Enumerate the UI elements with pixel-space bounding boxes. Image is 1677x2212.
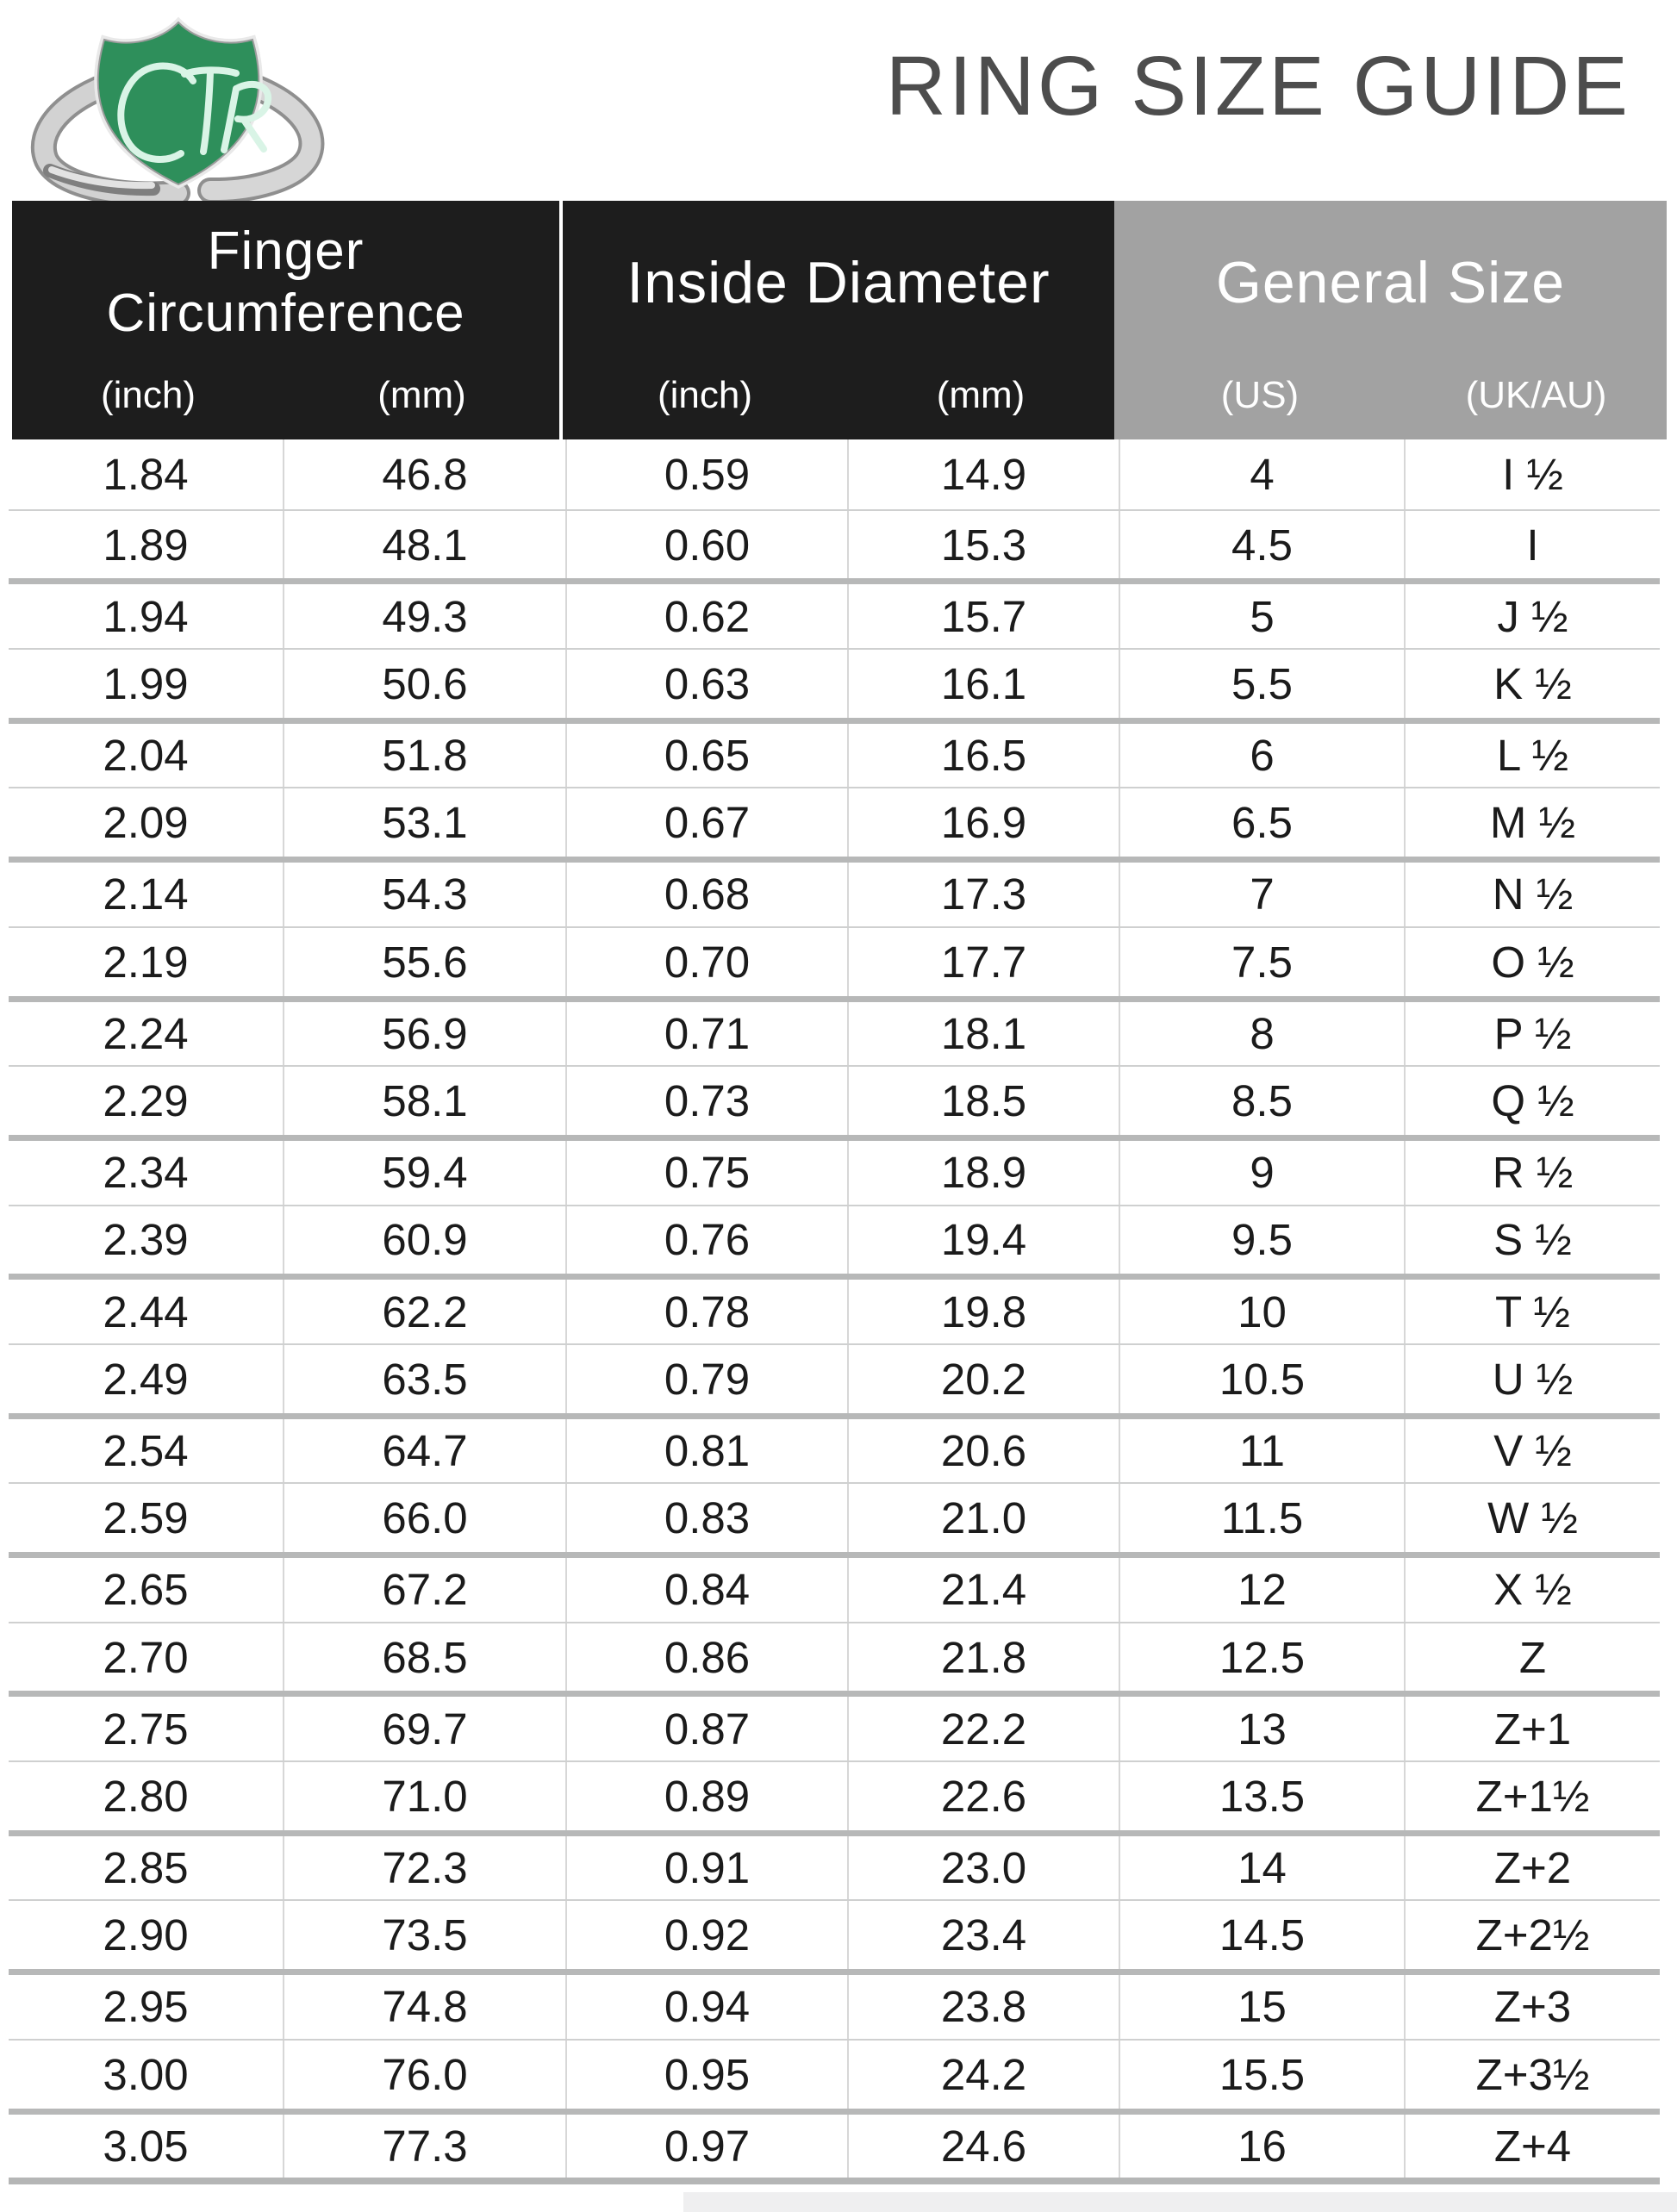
table-cell: 2.70 <box>9 1623 284 1692</box>
table-cell: 0.79 <box>567 1345 849 1413</box>
table-cell: 0.86 <box>567 1623 849 1692</box>
table-cell: 2.80 <box>9 1762 284 1830</box>
table-cell: M ½ <box>1489 798 1576 848</box>
table-cell: 2.29 <box>9 1067 284 1135</box>
table-cell: 15.3 <box>849 511 1120 579</box>
table-cell: 0.92 <box>567 1901 849 1969</box>
table-cell: 2.85 <box>9 1836 284 1900</box>
table-cell: Z+2 <box>1493 1843 1572 1893</box>
table-cell: 14.9 <box>849 439 1120 509</box>
header-line-general-size: General Size <box>1215 249 1566 315</box>
table-cell: 0.70 <box>567 928 849 996</box>
table-cell: 0.89 <box>567 1762 849 1830</box>
table-cell: R ½ <box>1492 1148 1574 1198</box>
table-cell: 20.2 <box>849 1345 1120 1413</box>
table-cell: 1.84 <box>9 439 284 509</box>
table-cell: 16.9 <box>849 788 1120 857</box>
table-cell: Z+3 <box>1493 1982 1572 2032</box>
table-row <box>9 1205 1660 1274</box>
table-cell: Q ½ <box>1491 1076 1574 1126</box>
table-cell: 0.91 <box>567 1836 849 1900</box>
table-cell: 2.34 <box>9 1141 284 1205</box>
table-body <box>9 439 1660 2184</box>
table-cell: J ½ <box>1497 591 1568 641</box>
table-row <box>9 1552 1660 1622</box>
table-row <box>9 1760 1660 1830</box>
table-cell: Z+3½ <box>1475 2049 1590 2099</box>
table-row <box>9 1413 1660 1483</box>
table-cell: 0.95 <box>567 2041 849 2109</box>
table-cell: 11.5 <box>1120 1484 1406 1552</box>
table-cell: P ½ <box>1493 1008 1572 1058</box>
table-cell: 13.5 <box>1120 1762 1406 1830</box>
table-cell: 2.54 <box>9 1419 284 1483</box>
table-cell: 9.5 <box>1120 1206 1406 1274</box>
table-cell: 2.24 <box>9 1002 284 1066</box>
table-cell: 2.19 <box>9 928 284 996</box>
table-cell: 12.5 <box>1120 1623 1406 1692</box>
table-cell: 0.97 <box>567 2115 849 2178</box>
table-cell: 60.9 <box>284 1206 567 1274</box>
table-cell: 3.05 <box>9 2115 284 2178</box>
header-units-general <box>1114 364 1667 439</box>
table-cell: 16.1 <box>849 650 1120 718</box>
table-cell: 23.0 <box>849 1836 1120 1900</box>
table-cell: 0.75 <box>567 1141 849 1205</box>
table-cell: 67.2 <box>284 1558 567 1622</box>
table-cell: 19.8 <box>849 1280 1120 1343</box>
table-cell: 24.2 <box>849 2041 1120 2109</box>
table-cell: 0.60 <box>567 511 849 579</box>
table-cell: 6 <box>1120 724 1406 788</box>
table-row <box>9 509 1660 579</box>
table-row <box>9 2109 1660 2178</box>
table-row <box>9 1622 1660 1692</box>
table-cell: Z+1 <box>1493 1704 1572 1754</box>
table-row <box>9 1343 1660 1413</box>
table-cell: 0.59 <box>567 439 849 509</box>
table-cell: 0.73 <box>567 1067 849 1135</box>
table-cell: 1.99 <box>9 650 284 718</box>
table-cell: 2.44 <box>9 1280 284 1343</box>
table-cell: 20.6 <box>849 1419 1120 1483</box>
header-general-size <box>1114 201 1667 439</box>
table-cell: 0.78 <box>567 1280 849 1343</box>
table-cell: 15.5 <box>1120 2041 1406 2109</box>
table-cell: 16.5 <box>849 724 1120 788</box>
table-cell: 18.1 <box>849 1002 1120 1066</box>
table-cell: 48.1 <box>284 511 567 579</box>
table-cell: 68.5 <box>284 1623 567 1692</box>
table-cell: 64.7 <box>284 1419 567 1483</box>
unit-label-mm: (mm) <box>936 374 1026 416</box>
table-cell: 5 <box>1120 584 1406 648</box>
table-cell: 21.4 <box>849 1558 1120 1622</box>
table-cell: Z <box>1518 1632 1547 1682</box>
table-cell: 8.5 <box>1120 1067 1406 1135</box>
table-cell: 0.83 <box>567 1484 849 1552</box>
table-cell: 2.04 <box>9 724 284 788</box>
table-row <box>9 1830 1660 1900</box>
table-row <box>9 718 1660 788</box>
table-cell: 51.8 <box>284 724 567 788</box>
table-cell: 49.3 <box>284 584 567 648</box>
table-cell: W ½ <box>1487 1493 1578 1543</box>
table-row <box>9 439 1660 509</box>
unit-label-us: (US) <box>1220 374 1300 416</box>
table-cell: 0.71 <box>567 1002 849 1066</box>
table-cell: 69.7 <box>284 1697 567 1760</box>
table-cell: 1.89 <box>9 511 284 579</box>
table-cell: 1.94 <box>9 584 284 648</box>
table-cell: 3.00 <box>9 2041 284 2109</box>
table-cell: 77.3 <box>284 2115 567 2178</box>
table-cell: 72.3 <box>284 1836 567 1900</box>
table-cell: 2.39 <box>9 1206 284 1274</box>
table-cell: 58.1 <box>284 1067 567 1135</box>
table-cell: 11 <box>1120 1419 1406 1483</box>
table-cell: S ½ <box>1493 1215 1572 1265</box>
table-cell: 24.6 <box>849 2115 1120 2178</box>
table-cell: 2.65 <box>9 1558 284 1622</box>
table-cell: 62.2 <box>284 1280 567 1343</box>
table-cell: 46.8 <box>284 439 567 509</box>
table-cell: 0.65 <box>567 724 849 788</box>
table-row <box>9 996 1660 1066</box>
table-cell: 71.0 <box>284 1762 567 1830</box>
table-cell: 0.76 <box>567 1206 849 1274</box>
table-row <box>9 926 1660 996</box>
page-title: RING SIZE GUIDE <box>885 39 1630 133</box>
table-cell: 21.0 <box>849 1484 1120 1552</box>
table-cell: 4 <box>1120 439 1406 509</box>
header-inside-diameter-label <box>563 201 1114 364</box>
unit-label-inch: (inch) <box>657 374 753 416</box>
table-cell: K ½ <box>1493 658 1572 708</box>
table-cell: N ½ <box>1492 869 1574 919</box>
table-cell: 0.68 <box>567 863 849 926</box>
unit-label-inch: (inch) <box>100 374 196 416</box>
table-cell: V ½ <box>1493 1425 1572 1475</box>
table-cell: 0.81 <box>567 1419 849 1483</box>
table-cell: 21.8 <box>849 1623 1120 1692</box>
table-cell: I ½ <box>1502 449 1563 499</box>
table-cell: 0.67 <box>567 788 849 857</box>
table-cell: I <box>1526 520 1539 570</box>
table-cell: 0.94 <box>567 1975 849 2039</box>
table-cell: 50.6 <box>284 650 567 718</box>
table-cell: 66.0 <box>284 1484 567 1552</box>
table-cell: 0.84 <box>567 1558 849 1622</box>
table-cell: 59.4 <box>284 1141 567 1205</box>
table-cell: 0.62 <box>567 584 849 648</box>
header-line-circumference: Circumference <box>106 283 465 343</box>
header-inside-diameter <box>563 201 1114 439</box>
table-cell: 17.7 <box>849 928 1120 996</box>
table-row <box>9 787 1660 857</box>
table-cell: 54.3 <box>284 863 567 926</box>
ctr-ring-logo <box>24 2 327 202</box>
table-cell: 56.9 <box>284 1002 567 1066</box>
table-cell: 17.3 <box>849 863 1120 926</box>
header-units-inside <box>563 364 1114 439</box>
table-cell: T ½ <box>1495 1287 1570 1337</box>
table-cell: 7 <box>1120 863 1406 926</box>
table-cell: 14 <box>1120 1836 1406 1900</box>
table-cell: 6.5 <box>1120 788 1406 857</box>
table-cell: 2.95 <box>9 1975 284 2039</box>
unit-label-mm: (mm) <box>377 374 466 416</box>
table-cell: 5.5 <box>1120 650 1406 718</box>
table-cell: 10 <box>1120 1280 1406 1343</box>
header-units-finger <box>12 364 559 439</box>
table-cell: 4.5 <box>1120 511 1406 579</box>
table-cell: 7.5 <box>1120 928 1406 996</box>
table-row <box>9 1135 1660 1205</box>
table-cell: 74.8 <box>284 1975 567 2039</box>
header-line-inside-diameter: Inside Diameter <box>627 249 1050 315</box>
table-cell: Z+1½ <box>1475 1771 1590 1821</box>
table-row <box>9 648 1660 718</box>
ctr-shield <box>98 22 269 184</box>
table-row <box>9 1969 1660 2039</box>
table-cell: 22.6 <box>849 1762 1120 1830</box>
table-cell: 12 <box>1120 1558 1406 1622</box>
table-row <box>9 578 1660 648</box>
table-cell: 2.09 <box>9 788 284 857</box>
table-cell: 9 <box>1120 1141 1406 1205</box>
table-row <box>9 1899 1660 1969</box>
table-cell: 18.5 <box>849 1067 1120 1135</box>
table-row <box>9 1065 1660 1135</box>
table-cell: Z+2½ <box>1475 1910 1590 1960</box>
table-cell: 55.6 <box>284 928 567 996</box>
table-cell: 15.7 <box>849 584 1120 648</box>
table-cell: 22.2 <box>849 1697 1120 1760</box>
header-finger-circumference <box>12 201 559 439</box>
header-general-size-label <box>1114 201 1667 364</box>
table-cell: 2.75 <box>9 1697 284 1760</box>
table-cell: L ½ <box>1496 731 1569 781</box>
table-cell: 63.5 <box>284 1345 567 1413</box>
table-cell: 18.9 <box>849 1141 1120 1205</box>
table-cell: 0.87 <box>567 1697 849 1760</box>
table-cell: 2.90 <box>9 1901 284 1969</box>
table-row <box>9 1691 1660 1760</box>
table-row <box>9 1274 1660 1343</box>
table-cell: 8 <box>1120 1002 1406 1066</box>
header-line-finger: Finger <box>207 221 365 281</box>
table-cell: 2.14 <box>9 863 284 926</box>
table-cell: 16 <box>1120 2115 1406 2178</box>
table-row <box>9 1482 1660 1552</box>
table-cell: Z+4 <box>1493 2121 1572 2171</box>
table-cell: 0.63 <box>567 650 849 718</box>
table-cell: O ½ <box>1491 937 1574 987</box>
table-cell: 14.5 <box>1120 1901 1406 1969</box>
table-cell: 2.49 <box>9 1345 284 1413</box>
table-cell: 19.4 <box>849 1206 1120 1274</box>
table-cell: 23.8 <box>849 1975 1120 2039</box>
table-cell: X ½ <box>1493 1565 1572 1615</box>
unit-label-uk-au: (UK/AU) <box>1465 374 1607 416</box>
table-cell: 73.5 <box>284 1901 567 1969</box>
footer-strip <box>683 2192 1677 2212</box>
table-cell: 76.0 <box>284 2041 567 2109</box>
table-row <box>9 857 1660 926</box>
table-cell: 10.5 <box>1120 1345 1406 1413</box>
table-cell: U ½ <box>1492 1354 1574 1404</box>
table-cell: 2.59 <box>9 1484 284 1552</box>
table-cell: 13 <box>1120 1697 1406 1760</box>
table-row <box>9 2039 1660 2109</box>
table-cell: 15 <box>1120 1975 1406 2039</box>
table-cell: 23.4 <box>849 1901 1120 1969</box>
header-finger-circumference-label <box>12 201 559 364</box>
table-cell: 53.1 <box>284 788 567 857</box>
